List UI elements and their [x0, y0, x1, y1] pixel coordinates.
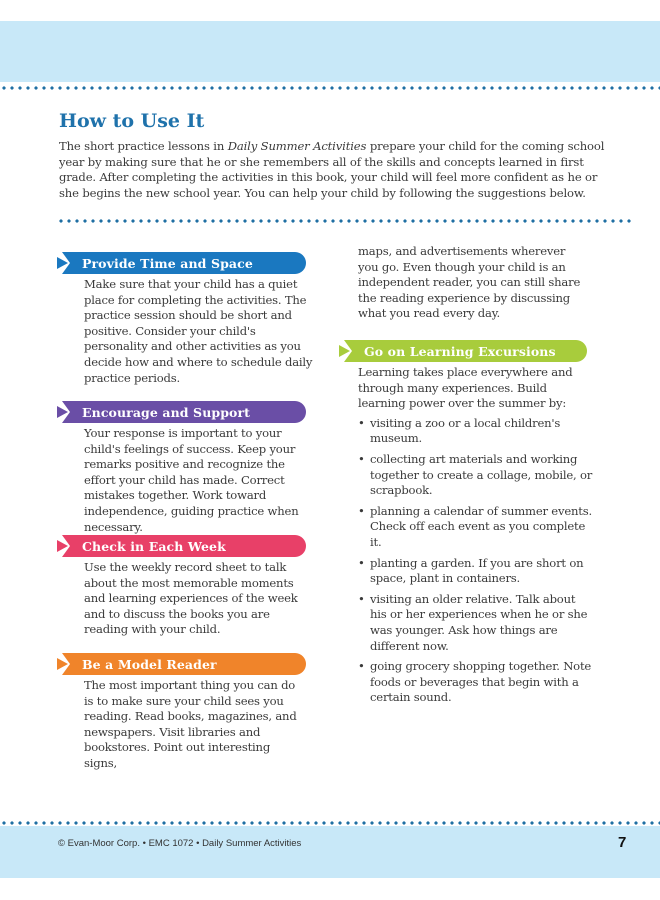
arrow-icon [57, 257, 68, 269]
list-item: • planting a garden. If you are short on space, plant in containers. [358, 555, 584, 586]
list-item: • going grocery shopping together. Note foods or beverages that begin with a certain sound. [358, 659, 592, 705]
intro-text-start: The short practice lessons in [59, 139, 228, 153]
intro-paragraph [59, 139, 619, 201]
arrow-icon [57, 540, 68, 552]
section-header [62, 252, 306, 274]
section-check-in-each-week [62, 535, 306, 638]
section-provide-time-and-space [62, 252, 313, 386]
section-encourage-and-support [62, 401, 306, 535]
bullet-icon: • [358, 555, 365, 570]
footer-band [0, 826, 660, 878]
list-item: • planning a calendar of summer events. Check off each event as you complete it. [358, 503, 592, 549]
intro-text-end: prepare your child for the coming school year by making sure that he or she remembers all of the skills and concepts learned in first grade. After completing the activities in this book, your child will feel more confident as he or she begins the new school year. You can help your child by following the suggestions below. [59, 139, 605, 200]
section-model-reader-continued [336, 244, 596, 322]
section-heading: Encourage and Support [82, 404, 251, 420]
list-item: • collecting art materials and working together to create a collage, mobile, or scrapbook. [358, 451, 593, 498]
section-go-on-learning-excursions [344, 340, 593, 711]
arrow-icon [57, 406, 68, 418]
section-heading: Provide Time and Space [82, 255, 253, 271]
bullet-icon: • [358, 659, 365, 674]
section-text-continued: maps, and advertisements wherever you go. Even though your child is an independent reader, you can still share the reading experience by discussing what you read every day. [358, 244, 581, 321]
section-heading: Check in Each Week [82, 538, 226, 554]
section-body-continued [358, 244, 583, 322]
section-be-a-model-reader [62, 653, 306, 772]
bullet-icon: • [358, 591, 365, 606]
excursion-list [358, 416, 594, 706]
header-band [0, 21, 660, 82]
section-body [358, 365, 594, 706]
section-heading: Go on Learning Excursions [364, 343, 556, 359]
arrow-icon [57, 658, 68, 670]
bullet-icon: • [358, 503, 365, 518]
page-title: How to Use It [59, 110, 205, 132]
section-text: Use the weekly record sheet to talk about the most memorable moments and learning experiences of the week and to discuss the books you are reading with your child. [84, 560, 298, 637]
bullet-icon: • [358, 415, 365, 430]
section-header [344, 340, 587, 362]
dotted-divider-bottom [0, 821, 660, 825]
section-text: Learning takes place everywhere and through many experiences. Build learning power over the summer by: [358, 365, 573, 411]
list-item: • visiting a zoo or a local children's museum. [358, 415, 561, 446]
section-header [62, 535, 306, 557]
section-body [84, 277, 314, 386]
footer-credit: © Evan-Moor Corp. • EMC 1072 • Daily Summer Activities [58, 838, 302, 849]
section-text: The most important thing you can do is to make sure your child sees you reading. Read books, magazines, and newspapers. Visit libraries and bookstores. Point out interesting signs, [84, 678, 297, 770]
bullet-icon: • [358, 451, 365, 466]
dotted-divider-middle [57, 219, 633, 223]
section-text: Make sure that your child has a quiet place for completing the activities. The practice session should be short and positive. Consider your child's personality and other activities as you decide how and where to schedule daily practice periods. [84, 277, 313, 385]
arrow-icon [339, 345, 350, 357]
book-title: Daily Summer Activities [227, 139, 367, 153]
list-item: • visiting an older relative. Talk about his or her experiences when he or she was younger. Ask how things are different now. [358, 591, 588, 653]
section-heading: Be a Model Reader [82, 656, 217, 672]
page-number: 7 [618, 834, 627, 851]
dotted-divider-top [0, 86, 660, 90]
section-text: Your response is important to your child's feelings of success. Keep your remarks positive and recognize the effort your child has made. Correct mistakes together. Work toward independence, guiding practice when necessary. [84, 426, 299, 534]
section-body [84, 426, 316, 535]
section-header [62, 401, 306, 423]
section-body [84, 560, 316, 638]
section-header [62, 653, 306, 675]
section-body [84, 678, 306, 772]
